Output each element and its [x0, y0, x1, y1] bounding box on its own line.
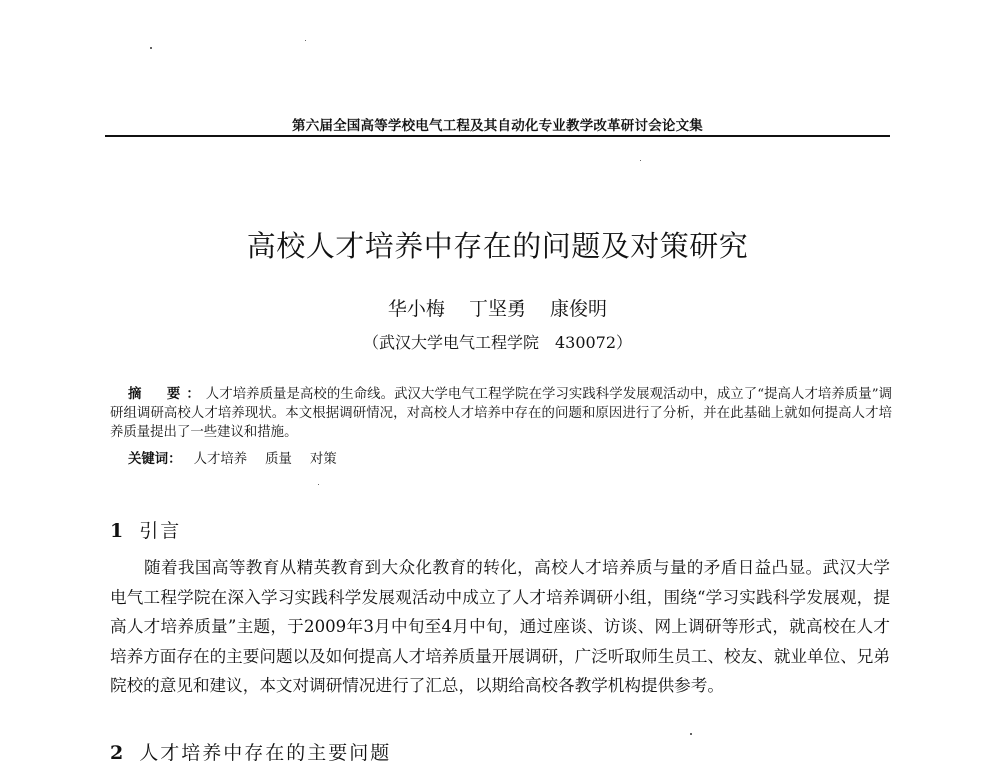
author-name: 华小梅 — [387, 298, 445, 320]
keywords — [128, 450, 888, 469]
author-name: 康俊明 — [550, 298, 608, 320]
scan-speck — [318, 484, 319, 485]
abstract — [110, 385, 892, 442]
section-heading — [110, 738, 391, 765]
scan-speck — [640, 160, 641, 161]
keywords-label: 关键词： — [128, 451, 182, 467]
section-heading — [110, 516, 181, 543]
section-number: 1 — [110, 520, 126, 542]
scan-speck — [305, 40, 306, 41]
abstract-text: 人才培养质量是高校的生命线。武汉大学电气工程学院在学习实践科学发展观活动中，成立了“提高人才培养质量”调研组调研高校人才培养现状。本文根据调研情况，对高校人才培养中存在的问题和原因进行了分析，并在此基础上就如何提高人才培养质量提出了一些建议和措施。 — [110, 387, 892, 440]
running-header: 第六届全国高等学校电气工程及其自动化专业教学改革研讨会论文集 — [292, 118, 703, 134]
paper-title: 高校人才培养中存在的问题及对策研究 — [246, 229, 749, 263]
section-title: 引言 — [139, 520, 182, 542]
author-list — [105, 294, 890, 321]
body-paragraph: 随着我国高等教育从精英教育到大众化教育的转化，高校人才培养质与量的矛盾日益凸显。武汉大学电气工程学院在深入学习实践科学发展观活动中成立了人才培养调研小组，围绕“学习实践科学发展观，提高人才培养质量”主题，于2009年3月中旬至4月中旬，通过座谈、访谈、网上调研等形式，就高校在人才培养方面存在的主要问题以及如何提高人才培养质量开展调研，广泛听取师生员工、校友、就业单位、兄弟院校的意见和建议，本文对调研情况进行了汇总，以期给高校各教学机构提供参考。 — [110, 558, 890, 696]
section-number: 2 — [110, 742, 126, 764]
scan-speck — [690, 733, 692, 735]
keyword: 质量 — [265, 452, 292, 467]
scan-speck — [150, 47, 152, 49]
author-name: 丁坚勇 — [468, 298, 526, 320]
header-rule — [105, 135, 890, 137]
keyword: 对策 — [309, 452, 337, 467]
abstract-label: 摘 要： — [128, 386, 206, 402]
keyword: 人才培养 — [193, 452, 248, 467]
affiliation: （武汉大学电气工程学院 430072） — [362, 333, 633, 352]
section-title: 人才培养中存在的主要问题 — [139, 742, 392, 764]
